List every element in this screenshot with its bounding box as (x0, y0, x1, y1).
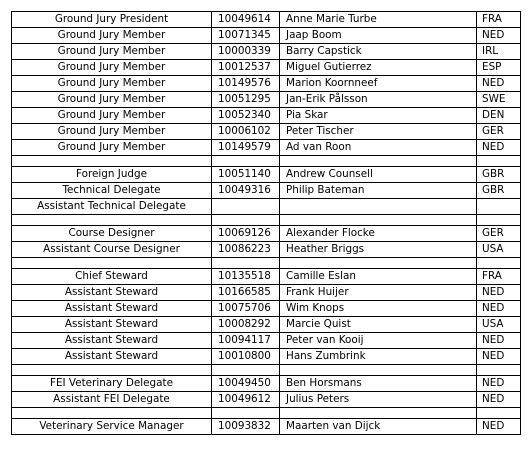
name-cell: Camille Eslan (280, 269, 477, 285)
role-cell: Ground Jury Member (12, 124, 212, 140)
name-cell: Peter Tischer (280, 124, 477, 140)
name-cell: Marion Koornneef (280, 76, 477, 92)
role-cell: Technical Delegate (12, 183, 212, 199)
name-cell: Andrew Counsell (280, 167, 477, 183)
role-cell: Ground Jury Member (12, 76, 212, 92)
spacer-row (12, 408, 521, 419)
spacer-cell (212, 156, 280, 167)
spacer-row (12, 156, 521, 167)
role-cell: FEI Veterinary Delegate (12, 376, 212, 392)
role-cell: Ground Jury Member (12, 92, 212, 108)
name-cell: Jan-Erik Pålsson (280, 92, 477, 108)
spacer-row (12, 258, 521, 269)
name-cell: Alexander Flocke (280, 226, 477, 242)
nation-cell: NED (477, 28, 521, 44)
role-cell: Assistant Steward (12, 317, 212, 333)
spacer-cell (477, 365, 521, 376)
fei-id-cell: 10000339 (212, 44, 280, 60)
name-cell: Barry Capstick (280, 44, 477, 60)
spacer-cell (12, 258, 212, 269)
nation-cell: DEN (477, 108, 521, 124)
role-cell: Course Designer (12, 226, 212, 242)
fei-id-cell: 10093832 (212, 419, 280, 435)
spacer-cell (477, 156, 521, 167)
fei-id-cell: 10149576 (212, 76, 280, 92)
name-cell: Ad van Roon (280, 140, 477, 156)
name-cell: Julius Peters (280, 392, 477, 408)
official-row (12, 140, 521, 156)
official-row (12, 183, 521, 199)
nation-cell: GBR (477, 183, 521, 199)
role-cell: Assistant Steward (12, 285, 212, 301)
official-row (12, 199, 521, 215)
officials-table-body (12, 12, 521, 435)
spacer-cell (12, 156, 212, 167)
officials-table (11, 11, 521, 435)
role-cell: Ground Jury Member (12, 44, 212, 60)
official-row (12, 392, 521, 408)
fei-id-cell: 10006102 (212, 124, 280, 140)
spacer-cell (477, 215, 521, 226)
spacer-row (12, 215, 521, 226)
role-cell: Ground Jury President (12, 12, 212, 28)
spacer-cell (12, 365, 212, 376)
fei-id-cell: 10135518 (212, 269, 280, 285)
official-row (12, 317, 521, 333)
official-row (12, 60, 521, 76)
nation-cell (477, 199, 521, 215)
nation-cell: GER (477, 124, 521, 140)
name-cell: Maarten van Dijck (280, 419, 477, 435)
nation-cell: NED (477, 392, 521, 408)
fei-id-cell: 10010800 (212, 349, 280, 365)
role-cell: Assistant FEI Delegate (12, 392, 212, 408)
name-cell: Miguel Gutierrez (280, 60, 477, 76)
fei-id-cell: 10069126 (212, 226, 280, 242)
spacer-cell (12, 215, 212, 226)
fei-id-cell: 10049612 (212, 392, 280, 408)
fei-id-cell (212, 199, 280, 215)
nation-cell: NED (477, 301, 521, 317)
role-cell: Ground Jury Member (12, 108, 212, 124)
official-row (12, 285, 521, 301)
name-cell: Marcie Quist (280, 317, 477, 333)
spacer-cell (280, 365, 477, 376)
fei-id-cell: 10075706 (212, 301, 280, 317)
fei-id-cell: 10051140 (212, 167, 280, 183)
official-row (12, 167, 521, 183)
role-cell: Foreign Judge (12, 167, 212, 183)
name-cell: Peter van Kooij (280, 333, 477, 349)
role-cell: Assistant Technical Delegate (12, 199, 212, 215)
fei-id-cell: 10049316 (212, 183, 280, 199)
official-row (12, 376, 521, 392)
fei-id-cell: 10166585 (212, 285, 280, 301)
nation-cell: GBR (477, 167, 521, 183)
fei-id-cell: 10012537 (212, 60, 280, 76)
nation-cell: NED (477, 333, 521, 349)
official-row (12, 92, 521, 108)
nation-cell: IRL (477, 44, 521, 60)
official-row (12, 242, 521, 258)
spacer-row (12, 365, 521, 376)
role-cell: Assistant Steward (12, 301, 212, 317)
nation-cell: USA (477, 242, 521, 258)
spacer-cell (280, 258, 477, 269)
role-cell: Chief Steward (12, 269, 212, 285)
official-row (12, 12, 521, 28)
spacer-cell (212, 365, 280, 376)
name-cell: Hans Zumbrink (280, 349, 477, 365)
role-cell: Ground Jury Member (12, 140, 212, 156)
role-cell: Ground Jury Member (12, 60, 212, 76)
name-cell: Anne Marie Turbe (280, 12, 477, 28)
spacer-cell (477, 408, 521, 419)
nation-cell: ESP (477, 60, 521, 76)
official-row (12, 76, 521, 92)
nation-cell: FRA (477, 269, 521, 285)
nation-cell: NED (477, 76, 521, 92)
fei-id-cell: 10094117 (212, 333, 280, 349)
role-cell: Veterinary Service Manager (12, 419, 212, 435)
name-cell: Frank Huijer (280, 285, 477, 301)
spacer-cell (280, 408, 477, 419)
name-cell: Jaap Boom (280, 28, 477, 44)
spacer-cell (280, 156, 477, 167)
official-row (12, 226, 521, 242)
name-cell: Ben Horsmans (280, 376, 477, 392)
fei-id-cell: 10049450 (212, 376, 280, 392)
role-cell: Assistant Course Designer (12, 242, 212, 258)
role-cell: Assistant Steward (12, 349, 212, 365)
official-row (12, 301, 521, 317)
role-cell: Ground Jury Member (12, 28, 212, 44)
official-row (12, 44, 521, 60)
fei-id-cell: 10086223 (212, 242, 280, 258)
name-cell (280, 199, 477, 215)
official-row (12, 419, 521, 435)
name-cell: Pia Skar (280, 108, 477, 124)
name-cell: Wim Knops (280, 301, 477, 317)
fei-id-cell: 10149579 (212, 140, 280, 156)
fei-id-cell: 10008292 (212, 317, 280, 333)
nation-cell: SWE (477, 92, 521, 108)
nation-cell: USA (477, 317, 521, 333)
nation-cell: NED (477, 376, 521, 392)
fei-id-cell: 10051295 (212, 92, 280, 108)
spacer-cell (12, 408, 212, 419)
name-cell: Philip Bateman (280, 183, 477, 199)
role-cell: Assistant Steward (12, 333, 212, 349)
official-row (12, 124, 521, 140)
fei-id-cell: 10049614 (212, 12, 280, 28)
official-row (12, 108, 521, 124)
name-cell: Heather Briggs (280, 242, 477, 258)
fei-id-cell: 10071345 (212, 28, 280, 44)
nation-cell: NED (477, 349, 521, 365)
fei-id-cell: 10052340 (212, 108, 280, 124)
spacer-cell (212, 258, 280, 269)
nation-cell: NED (477, 285, 521, 301)
official-row (12, 269, 521, 285)
spacer-cell (212, 215, 280, 226)
spacer-cell (477, 258, 521, 269)
spacer-cell (212, 408, 280, 419)
nation-cell: NED (477, 140, 521, 156)
official-row (12, 28, 521, 44)
nation-cell: NED (477, 419, 521, 435)
nation-cell: FRA (477, 12, 521, 28)
nation-cell: GER (477, 226, 521, 242)
official-row (12, 333, 521, 349)
official-row (12, 349, 521, 365)
spacer-cell (280, 215, 477, 226)
